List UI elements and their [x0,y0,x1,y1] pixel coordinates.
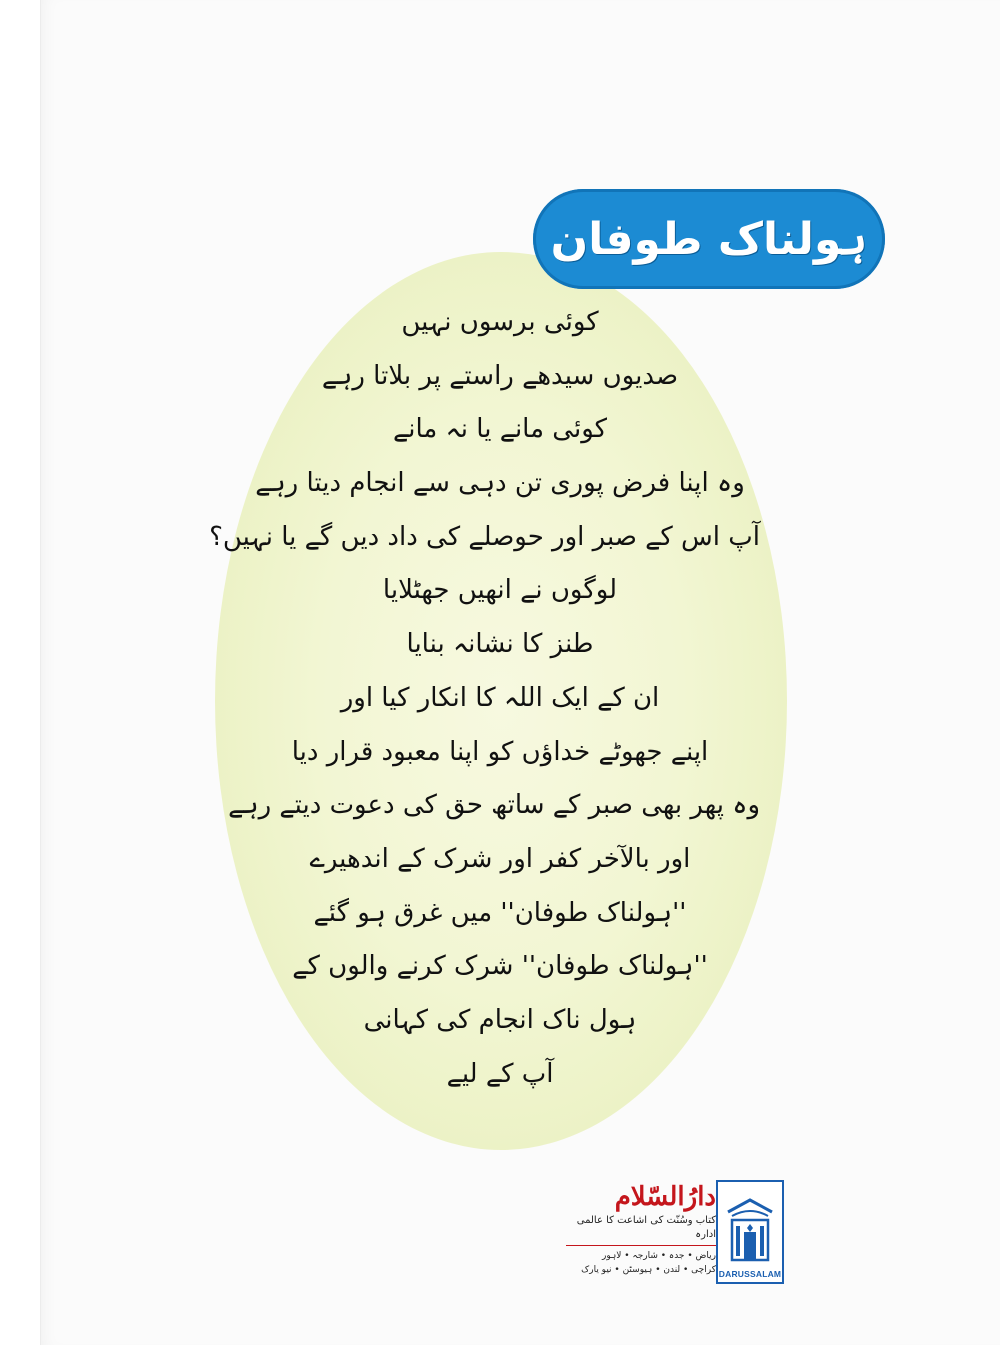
poem-line: ''ہولناک طوفان'' میں غرق ہو گئے [313,897,687,928]
poem-line: وہ پھر بھی صبر کے ساتھ حق کی دعوت دیتے رہے [228,790,760,821]
publisher-cities-line1: ریاض • جدہ • شارجہ • لاہور [602,1251,716,1261]
poem-line: صدیوں سیدھے راستے پر بلاتا رہے [321,360,679,391]
poem-line: وہ اپنا فرض پوری تن دہی سے انجام دیتا رہے [255,468,745,499]
darussalam-logo [716,1180,784,1284]
book-building-icon [722,1186,778,1268]
page-title: ہولناک طوفان [550,213,868,265]
poem-line: اپنے جھوٹے خداؤں کو اپنا معبود قرار دیا [291,736,709,767]
poem-line: ''ہولناک طوفان'' شرک کرنے والوں کے [292,951,708,982]
poem-line: کوئی مانے یا نہ مانے [392,414,608,445]
poem-line: ہول ناک انجام کی کہانی [363,1004,637,1035]
poem-line: ان کے ایک اللہ کا انکار کیا اور [340,682,660,713]
poem-line: لوگوں نے انھیں جھٹلایا [382,575,618,606]
publisher-name: دارُالسّلام [614,1182,716,1212]
publisher-cities-line2: کراچی • لندن • ہیوسٹن • نیو یارک [581,1265,716,1275]
poem-line: کوئی برسوں نہیں [401,307,599,337]
poem-line: طنز کا نشانہ بنایا [406,629,594,660]
poem-line: آپ اس کے صبر اور حوصلے کی داد دیں گے یا نہیں؟ [209,521,760,552]
poem-text [209,296,760,1101]
publisher-block [566,1180,716,1290]
logo-caption: DARUSSALAM [718,1269,782,1279]
poem-line: آپ کے لیے [446,1058,554,1089]
publisher-tagline: کتاب وسُنّت کی اشاعت کا عالمی ادارہ [566,1214,716,1246]
title-banner [533,189,885,289]
poem-line: اور بالآخر کفر اور شرک کے اندھیرے [309,843,691,874]
